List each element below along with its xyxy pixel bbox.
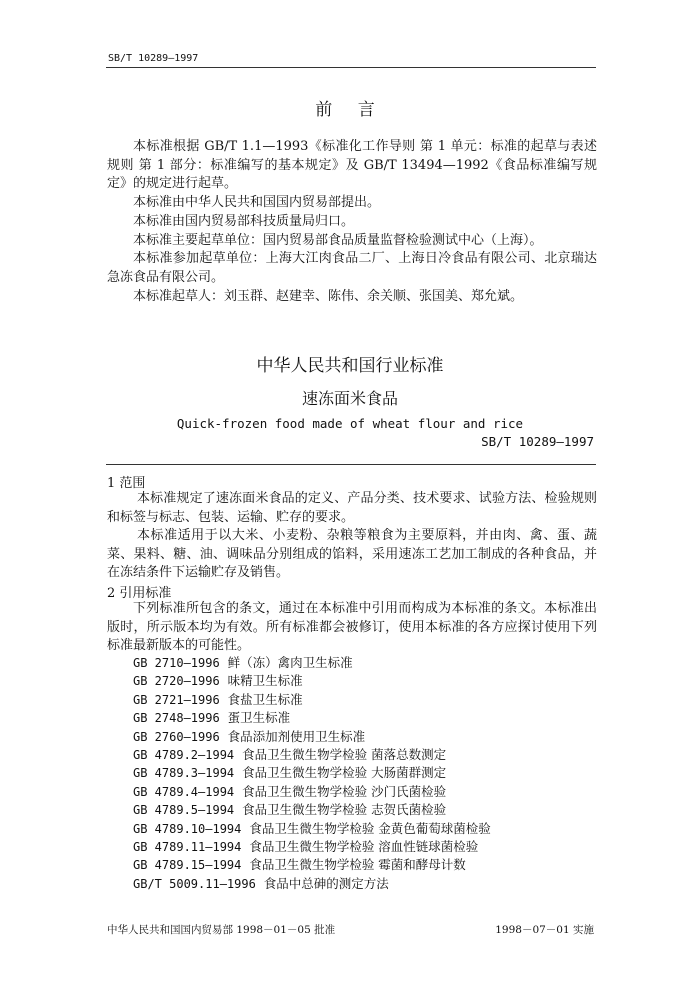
title-rule (106, 464, 596, 465)
reference-code: GB 4789.15—1994 (133, 858, 242, 873)
foreword-paragraph: 本标准由国内贸易部科技质量局归口。 (133, 214, 355, 229)
reference-code: GB 4789.10—1994 (133, 821, 242, 836)
section-1-paragraph: 本标准适用于以大米、小麦粉、杂粮等粮食为主要原料，并由肉、禽、蛋、蔬菜、果料、糖、油、调味品分别组成的馅料，采用速冻工艺加工制成的各种食品，并在冻结条件下运输贮存及销售。 (107, 528, 597, 580)
foreword-paragraph: 本标准根据 GB/T 1.1—1993《标准化工作导则 第 1 单元：标准的起草与表述规则 第 1 部分：标准编写的基本规定》及 GB/T 13494—1992《食品标准编写规定》的规定进行起草。 (107, 139, 597, 191)
reference-item (133, 691, 491, 709)
footer-approval: 中华人民共和国国内贸易部 1998－01－05 批准 (107, 924, 336, 936)
reference-title: 食品卫生微生物学检验 霉菌和酵母计数 (249, 857, 466, 873)
reference-title: 食品添加剂使用卫生标准 (227, 728, 366, 744)
reference-title: 味精卫生标准 (227, 673, 303, 689)
header-std-code: SB/T 10289—1997 (108, 53, 199, 64)
footer-implementation: 1998－07－01 实施 (495, 924, 594, 936)
foreword-title: 前 言 (315, 100, 385, 120)
reference-title: 蛋卫生标准 (227, 710, 291, 726)
foreword-paragraph: 本标准参加起草单位：上海大江肉食品二厂、上海日冷食品有限公司、北京瑞达急冻食品有限公司。 (107, 251, 597, 285)
standard-title-en: Quick-frozen food made of wheat flour and rice (176, 416, 524, 431)
reference-title: 食品卫生微生物学检验 沙门氏菌检验 (242, 783, 447, 799)
section-2-heading: 2 引用标准 (107, 586, 172, 601)
section-1-paragraph: 本标准规定了速冻面米食品的定义、产品分类、技术要求、试验方法、检验规则和标签与标志、包装、运输、贮存的要求。 (107, 491, 597, 525)
standard-title-cn: 速冻面米食品 (301, 389, 398, 408)
reference-title: 食品卫生微生物学检验 菌落总数测定 (242, 747, 447, 763)
reference-item (133, 838, 491, 856)
reference-code: GB 2710—1996 (133, 656, 220, 670)
section-1-heading: 1 范围 (107, 476, 146, 491)
foreword-paragraph: 本标准由中华人民共和国国内贸易部提出。 (133, 195, 381, 210)
reference-title: 食盐卫生标准 (227, 691, 303, 707)
reference-item (133, 746, 491, 764)
reference-item (133, 801, 491, 819)
reference-item (133, 654, 491, 672)
reference-code: GB 4789.5—1994 (133, 803, 235, 818)
reference-title: 食品中总砷的测定方法 (263, 875, 389, 891)
reference-code: GB 2721—1996 (133, 692, 220, 707)
reference-item (133, 875, 491, 893)
reference-title: 食品卫生微生物学检验 志贺氏菌检验 (242, 802, 447, 818)
foreword-paragraph: 本标准主要起草单位：国内贸易部食品质量监督检验测试中心（上海）。 (133, 233, 543, 248)
header-rule (106, 67, 596, 68)
reference-item (133, 728, 491, 746)
reference-code: GB 2760—1996 (133, 729, 220, 744)
reference-item (133, 672, 491, 690)
reference-code: GB 2720—1996 (133, 674, 220, 689)
reference-code: GB 4789.11—1994 (133, 840, 242, 855)
standard-org-title: 中华人民共和国行业标准 (256, 356, 444, 376)
reference-list (133, 654, 491, 893)
reference-code: GB 2748—1996 (133, 711, 220, 726)
reference-code: GB/T 5009.11—1996 (133, 876, 256, 891)
reference-item (133, 764, 491, 782)
reference-item (133, 783, 491, 801)
reference-code: GB 4789.3—1994 (133, 766, 235, 781)
reference-code: GB 4789.2—1994 (133, 748, 235, 763)
reference-title: 食品卫生微生物学检验 金黄色葡萄球菌检验 (249, 820, 491, 836)
reference-code: GB 4789.4—1994 (133, 784, 235, 799)
reference-item (133, 820, 491, 838)
reference-title: 食品卫生微生物学检验 大肠菌群测定 (242, 765, 447, 781)
reference-title: 鲜（冻）禽肉卫生标准 (227, 655, 353, 670)
foreword-paragraph: 本标准起草人：刘玉群、赵建幸、陈伟、余关顺、张国美、郑允斌。 (133, 289, 524, 304)
reference-item (133, 856, 491, 874)
standard-number: SB/T 10289—1997 (481, 434, 594, 449)
reference-title: 食品卫生微生物学检验 溶血性链球菌检验 (249, 839, 479, 855)
reference-item (133, 709, 491, 727)
section-2-paragraph: 下列标准所包含的条文，通过在本标准中引用而构成为本标准的条文。本标准出版时，所示版本均为有效。所有标准都会被修订，使用本标准的各方应探讨使用下列标准最新版本的可能性。 (107, 601, 597, 653)
